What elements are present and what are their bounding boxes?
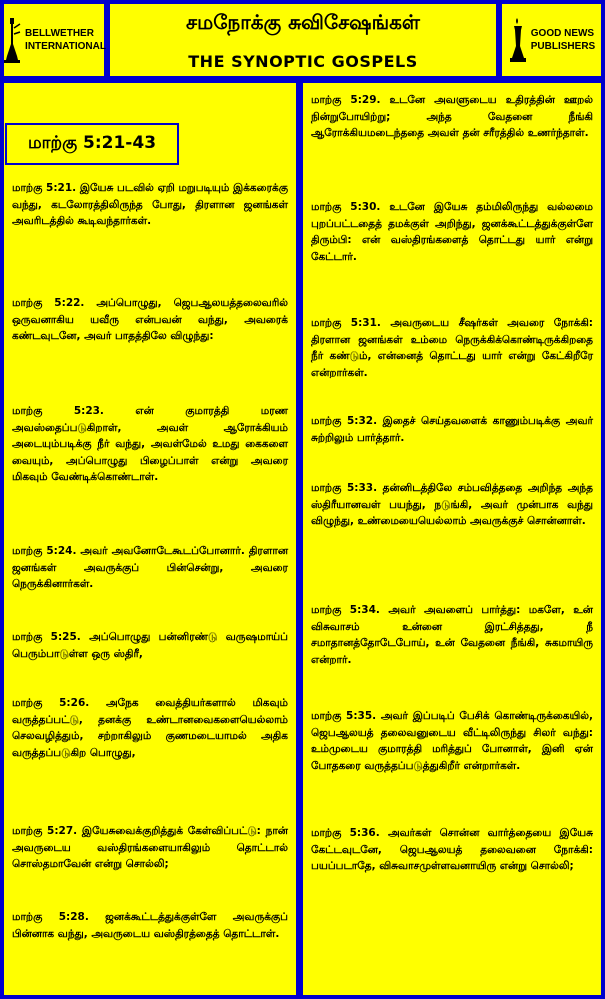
- lamp-icon: [508, 16, 528, 64]
- verse-paragraph: மாற்கு 5:24. அவர் அவனோடேகூடப்போனார். திரளான ஜனங்கள் அவருக்குப் பின்சென்று, அவரை நெருக்கினார்கள்.: [12, 545, 288, 590]
- bellwether-logo: [4, 4, 104, 76]
- trumpet-icon: [2, 16, 22, 64]
- verse-paragraph: மாற்கு 5:32. இதைச் செய்தவளைக் காணும்படிக்கு அவர் சுற்றிலும் பார்த்தார்.: [311, 415, 593, 444]
- verse-paragraph: மாற்கு 5:33. தன்னிடத்திலே சம்பவித்ததை அறிந்த அந்த ஸ்திரீயானவள் பயந்து, நடுங்கி, அவர் முன்பாக வந்து விழுந்து, உண்மையையெல்லாம் அவருக்குச் சொன்னாள்.: [311, 482, 593, 527]
- page-title-english: THE SYNOPTIC GOSPELS: [188, 52, 418, 71]
- logo-right-line2: PUBLISHERS: [530, 41, 596, 52]
- verse-paragraph: மாற்கு 5:22. அப்பொழுது, ஜெபஆலயத்தலைவரில் ஒருவனாகிய யவீரு என்பவன் வந்து, அவரைக் கண்டவுடனே, அவர் பாதத்திலே விழுந்து:: [12, 297, 288, 342]
- verse-paragraph: மாற்கு 5:36. அவர்கள் சொன்ன வார்த்தையை இயேசு கேட்டவுடனே, ஜெபஆலயத் தலைவனை நோக்கி: பயப்படாதே, விசுவாசமுள்ளவனாயிரு என்று சொல்லி;: [311, 827, 593, 872]
- verse-paragraph: மாற்கு 5:27. இயேசுவைக்குறித்துக் கேள்விப்பட்டு: நான் அவருடைய வஸ்திரங்களையாகிலும் தொட்டால் சொஸ்தமாவேன் என்று சொல்லி;: [12, 825, 288, 870]
- left-column: [4, 83, 296, 995]
- logo-left-line1: BELLWETHER: [25, 28, 94, 39]
- right-column: [303, 83, 601, 995]
- verse-paragraph: மாற்கு 5:25. அப்பொழுது பன்னிரண்டு வருஷமாய்ப் பெரும்பாடுள்ள ஒரு ஸ்திரீ,: [12, 631, 288, 660]
- page-title-tamil: சமநோக்கு சுவிசேஷங்கள்: [186, 10, 420, 34]
- verse-paragraph: மாற்கு 5:21. இயேசு படவில் ஏறி மறுபடியும் இக்கரைக்கு வந்து, கடலோரத்திலிருந்த போது, திரளான ஜனங்கள் அவரிடத்தில் கூடிவந்தார்கள்.: [12, 182, 288, 227]
- logo-right-line1: GOOD NEWS: [530, 28, 595, 39]
- passage-reference: மாற்கு 5:21-43: [5, 123, 179, 165]
- verse-paragraph: மாற்கு 5:30. உடனே இயேசு தம்மிலிருந்து வல்லமை புறப்பட்டதைத் தமக்குள் அறிந்து, ஜனக்கூட்டத்துக்குள்ளே திரும்பி: என் வஸ்திரங்களைத் தொட்டது யார் என்று கேட்டார்.: [311, 201, 593, 263]
- verse-paragraph: மாற்கு 5:23. என் குமாரத்தி மரண அவஸ்தைப்படுகிறாள், அவள் ஆரோக்கியம் அடையும்படிக்கு நீர் வந்து, அவள்மேல் உமது கைகளை வையும், அப்பொழுது பிழைப்பாள் என்று அவரை மிகவும் வேண்டிக்கொண்டாள்.: [12, 405, 288, 483]
- verse-paragraph: மாற்கு 5:34. அவர் அவளைப் பார்த்து: மகளே, உன் விசுவாசம் உன்னை இரட்சித்தது, நீ சமாதானத்தோடேபோய், உன் வேதனை நீங்கி, சுகமாயிரு என்றார்.: [311, 604, 593, 666]
- verse-paragraph: மாற்கு 5:28. ஜனக்கூட்டத்துக்குள்ளே அவருக்குப் பின்னாக வந்து, அவருடைய வஸ்திரத்தைத் தொட்டாள்.: [12, 911, 288, 940]
- verse-paragraph: மாற்கு 5:26. அநேக வைத்தியர்களால் மிகவும் வருத்தப்பட்டு, தனக்கு உண்டானவைகளையெல்லாம் செலவழித்தும், சற்றாகிலும் குணமடையாமல் அதிக வருத்தப்படுகிற பொழுது,: [12, 697, 288, 759]
- good-news-logo: [502, 4, 601, 76]
- verse-paragraph: மாற்கு 5:35. அவர் இப்படிப் பேசிக் கொண்டிருக்கையில், ஜெபஆலயத் தலைவனுடைய வீட்டிலிருந்து சிலர் வந்து: உம்முடைய குமாரத்தி மரித்துப் போனாள், இனி ஏன் போதகரை வருத்தப்படுத்துகிறீர் என்றார்கள்.: [311, 710, 593, 772]
- logo-left-line2: INTERNATIONAL: [25, 41, 106, 52]
- title-box: [110, 4, 496, 76]
- verse-paragraph: மாற்கு 5:31. அவருடைய சீஷர்கள் அவரை நோக்கி: திரளான ஜனங்கள் உம்மை நெருக்கிக்கொண்டிருக்கிறதை நீர் கண்டும், என்னைத் தொட்டது யார் என்று கேட்கிறீரே என்றார்கள்.: [311, 317, 593, 379]
- verse-paragraph: மாற்கு 5:29. உடனே அவளுடைய உதிரத்தின் ஊறல் நின்றுபோயிற்று; அந்த வேதனை நீங்கி ஆரோக்கியமடைந்ததை அவள் தன் சரீரத்தில் உணர்ந்தாள்.: [311, 94, 593, 139]
